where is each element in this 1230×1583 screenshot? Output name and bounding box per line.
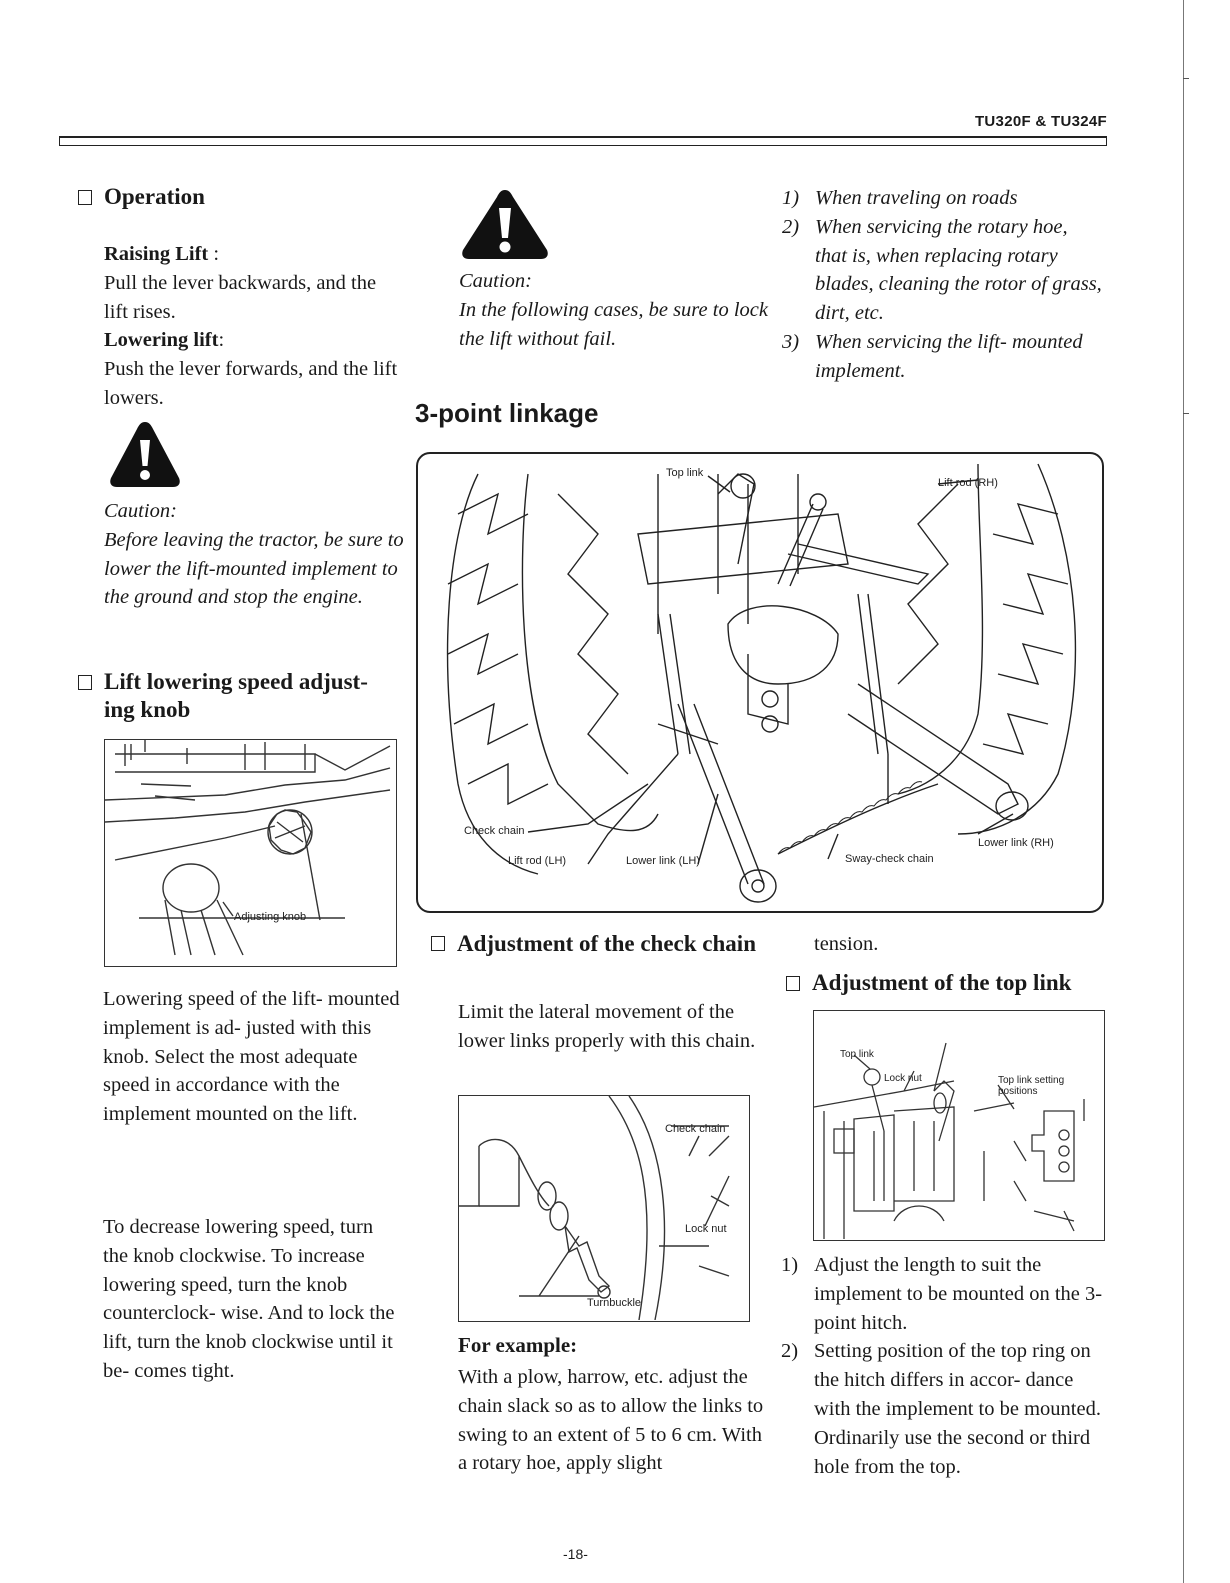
- list-item: 2) When servicing the rotary hoe, that is, when replacing rotary blades, cleaning the rotor of grass, dirt, etc.: [782, 215, 1102, 325]
- lowering-lift-text: Push the lever forwards, and the lift lowers.: [104, 358, 398, 409]
- top-link-list: [781, 1251, 1111, 1481]
- label-turnbuckle: Turnbuckle: [587, 1297, 642, 1309]
- label-check-chain: Check chain: [464, 825, 525, 837]
- label-top-link: Top link: [666, 467, 704, 479]
- label-lock-nut: Lock nut: [884, 1073, 922, 1084]
- checkbox-square-icon: [78, 190, 92, 205]
- three-point-linkage-figure: [416, 452, 1104, 913]
- caution-title: Caution:: [459, 270, 532, 292]
- label-sway-check-chain: Sway-check chain: [845, 853, 934, 865]
- adjusting-knob-illustration: [105, 740, 395, 965]
- raising-lift-text: Pull the lever backwards, and the lift rises.: [104, 271, 377, 323]
- warning-triangle-icon: [108, 420, 182, 490]
- list-item: 1) Adjust the length to suit the implement to be mounted on the 3-point hitch.: [781, 1254, 1103, 1334]
- checkbox-square-icon: [431, 936, 445, 951]
- example-heading: For example:: [458, 1333, 578, 1357]
- lowering-lift-label: Lowering lift: [104, 329, 219, 352]
- list-item: 2) Setting position of the top ring on the hitch differs in accor- dance with the implement to be mounted. Ordinarily use the second or third hole from the top.: [781, 1340, 1101, 1478]
- page-edge-tick: [1183, 413, 1189, 414]
- operation-instructions: Raising Lift : Pull the lever backwards, and the lift rises. Lowering lift: Push the lever forwards, and the lift lowers.: [104, 240, 404, 413]
- label-lock-nut: Lock nut: [685, 1223, 727, 1235]
- checkbox-square-icon: [78, 675, 92, 690]
- label-check-chain: Check chain: [665, 1123, 726, 1135]
- raising-lift-label: Raising Lift: [104, 243, 209, 265]
- warning-triangle-icon: [460, 188, 550, 262]
- list-item: 3) When servicing the lift- mounted implement.: [782, 330, 1083, 382]
- check-chain-figure: [458, 1095, 750, 1322]
- lift-lowering-knob-heading: Lift lowering speed adjust- ing knob: [78, 668, 398, 724]
- checkbox-square-icon: [786, 976, 800, 991]
- caution-block-2: [459, 267, 779, 353]
- linkage-title: 3-point linkage: [415, 398, 599, 428]
- check-chain-heading: Adjustment of the check chain: [431, 930, 761, 957]
- caution-title: Caution:: [104, 500, 177, 522]
- top-link-heading: Adjustment of the top link: [786, 970, 1071, 996]
- label-top-link: Top link: [840, 1049, 874, 1060]
- label-lift-rod-lh: Lift rod (LH): [508, 855, 567, 867]
- check-chain-text: Limit the lateral movement of the lower links properly with this chain.: [458, 1001, 756, 1052]
- page-number: -18-: [563, 1546, 588, 1562]
- check-chain-illustration: [459, 1096, 748, 1320]
- label-lower-link-lh: Lower link (LH): [626, 855, 700, 867]
- caution-text: In the following cases, be sure to lock the lift without fail.: [459, 298, 768, 350]
- page-edge-tick: [1183, 78, 1189, 79]
- adjusting-knob-label: Adjusting knob: [234, 911, 307, 923]
- label-lower-link-rh: Lower link (RH): [978, 837, 1054, 849]
- label-lift-rod-rh: Lift rod (RH): [938, 477, 998, 489]
- header-rule: [59, 136, 1107, 146]
- knob-description: Lowering speed of the lift- mounted implement is ad- justed with this knob. Select the most adequate speed in accordance with the implement mounted on the lift.: [103, 988, 400, 1126]
- page-edge-line: [1183, 0, 1184, 1583]
- example-text: With a plow, harrow, etc. adjust the chain slack so as to allow the links to swing to an extent of 5 to 6 cm. With a rotary hoe, apply slight: [458, 1366, 764, 1475]
- top-link-illustration: [814, 1011, 1103, 1239]
- adjusting-knob-figure: [104, 739, 397, 967]
- list-item: 1) When traveling on roads: [782, 187, 1018, 209]
- lock-cases-list: [782, 184, 1102, 386]
- label-setting-positions: Top link setting positions: [998, 1075, 1065, 1097]
- three-point-linkage-illustration: [418, 454, 1102, 911]
- knob-direction-instructions: To decrease lowering speed, turn the knob clockwise. To increase lowering speed, turn the knob counterclock- wise. And to lock the lift, turn the knob clockwise until it be- comes tight.: [103, 1216, 395, 1382]
- caution-block-1: [104, 497, 404, 612]
- top-link-figure: [813, 1010, 1105, 1241]
- caution-text: Before leaving the tractor, be sure to lower the lift-mounted implement to the ground and stop the engine.: [104, 528, 404, 609]
- header-model: TU320F & TU324F: [974, 113, 1107, 130]
- operation-heading: Operation: [78, 184, 205, 210]
- continued-text: tension.: [814, 933, 879, 955]
